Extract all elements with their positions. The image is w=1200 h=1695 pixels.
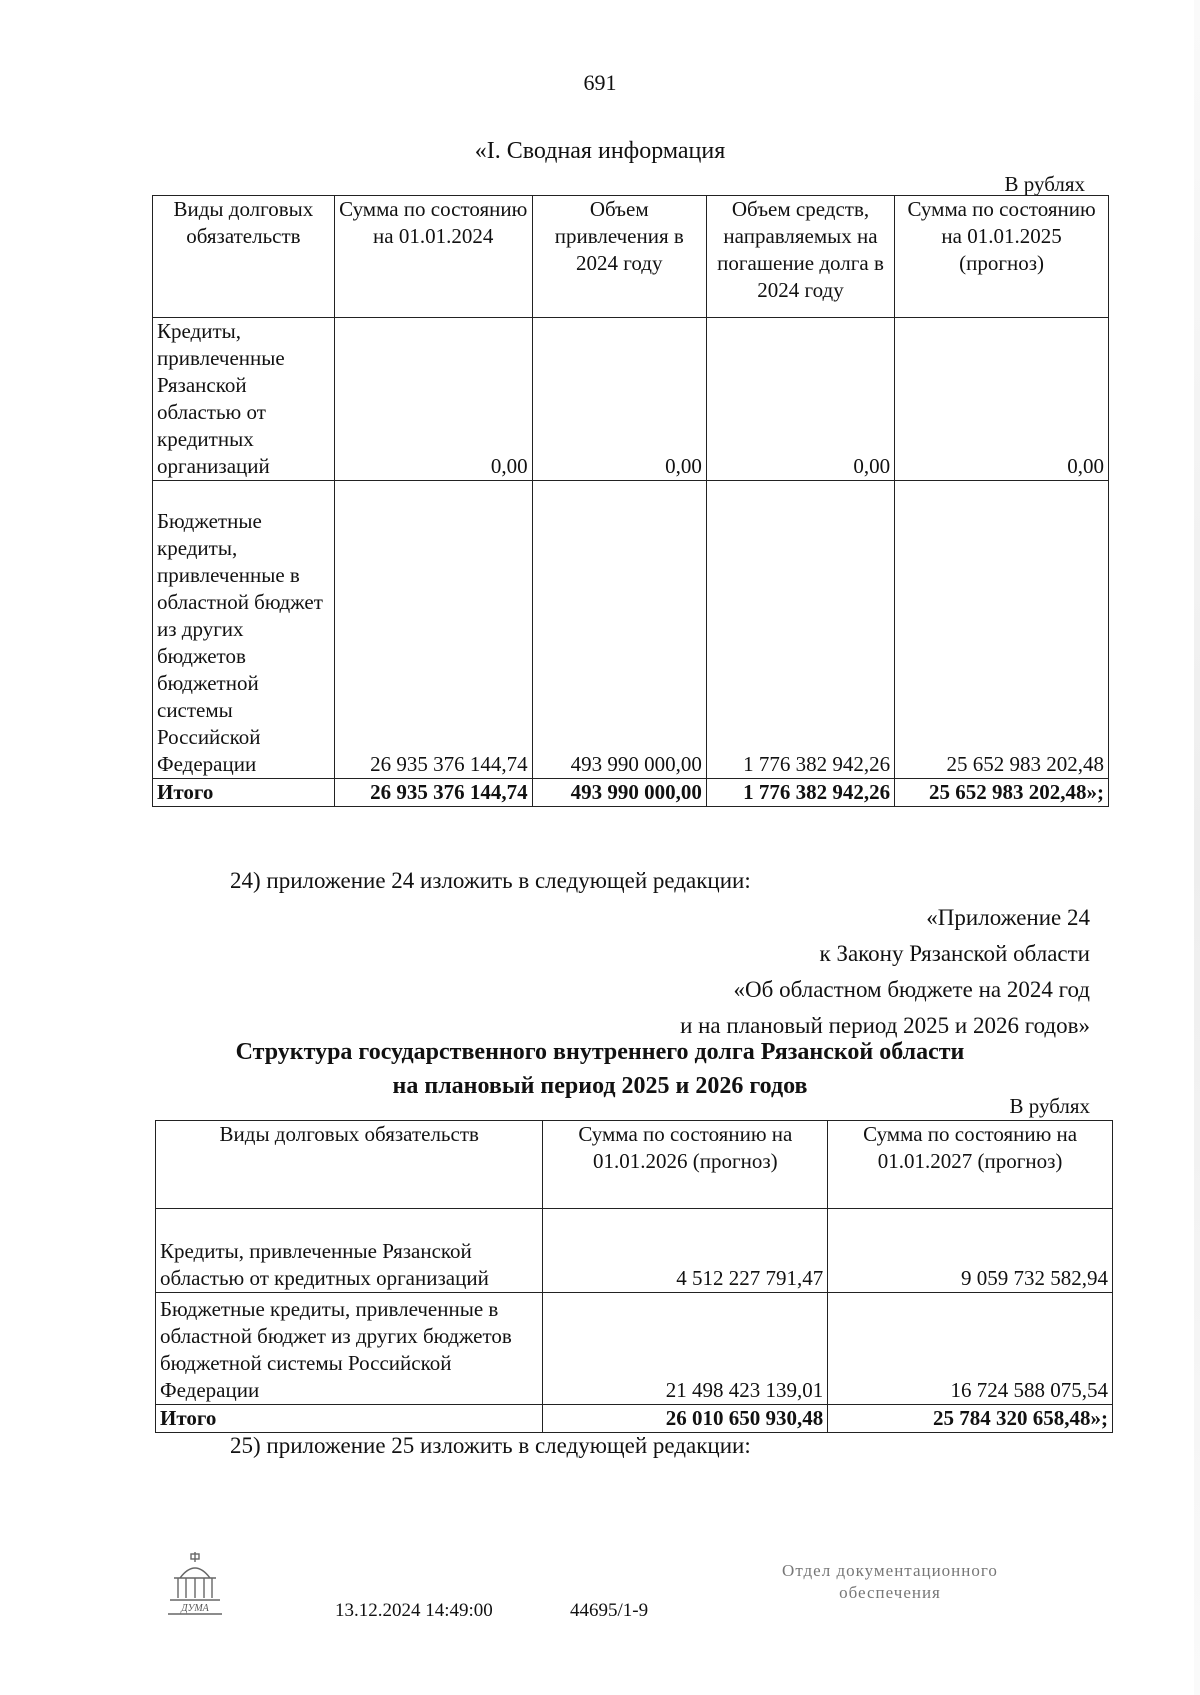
column-header: Сумма по состоянию на 01.01.2024 xyxy=(334,196,532,318)
unit-label: В рублях xyxy=(1009,1094,1090,1118)
paragraph-24: 24) приложение 24 изложить в следующей редакции: xyxy=(230,868,751,893)
table-row xyxy=(156,1293,1113,1405)
table-row xyxy=(153,481,1109,779)
appendix-header-line: к Закону Рязанской области xyxy=(819,941,1090,966)
stamp-line: Отдел документационного xyxy=(782,1561,998,1580)
page-edge xyxy=(1194,0,1200,1695)
table-total-row xyxy=(156,1405,1113,1433)
summary-debt-table xyxy=(152,195,1109,807)
cell-value: 9 059 732 582,94 xyxy=(828,1209,1113,1293)
row-label: Бюджетные кредиты, привлеченные в областной бюджет из других бюджетов бюджетной системы Российской Федерации xyxy=(153,481,335,779)
structure-heading: Структура государственного внутреннего долга Рязанской области xyxy=(235,1039,965,1065)
table-header-row xyxy=(153,196,1109,318)
cell-value: 26 935 376 144,74 xyxy=(334,481,532,779)
stamp-line: обеспечения xyxy=(839,1583,941,1602)
cell-value: 0,00 xyxy=(334,318,532,481)
total-value: 493 990 000,00 xyxy=(532,779,706,807)
total-value: 1 776 382 942,26 xyxy=(706,779,894,807)
appendix-header-line: и на плановый период 2025 и 2026 годов» xyxy=(680,1013,1090,1038)
row-label: Кредиты, привлеченные Рязанской областью от кредитных организаций xyxy=(153,318,335,481)
page-number: 691 xyxy=(583,70,617,95)
cell-value: 1 776 382 942,26 xyxy=(706,481,894,779)
table-row xyxy=(153,318,1109,481)
section-title: «I. Сводная информация xyxy=(474,138,726,164)
duma-building-logo-icon xyxy=(160,1548,230,1618)
column-header: Объем привлечения в 2024 году xyxy=(532,196,706,318)
cell-value: 0,00 xyxy=(532,318,706,481)
department-stamp xyxy=(740,1560,1040,1604)
column-header: Объем средств, направляемых на погашение долга в 2024 году xyxy=(706,196,894,318)
cell-value: 0,00 xyxy=(706,318,894,481)
table-total-row xyxy=(153,779,1109,807)
paragraph-25: 25) приложение 25 изложить в следующей редакции: xyxy=(230,1433,751,1458)
column-header: Виды долговых обязательств xyxy=(153,196,335,318)
row-label: Бюджетные кредиты, привлеченные в областной бюджет из других бюджетов бюджетной системы Российской Федерации xyxy=(156,1293,543,1405)
appendix-header-line: «Об областном бюджете на 2024 год xyxy=(733,977,1090,1002)
cell-value: 4 512 227 791,47 xyxy=(543,1209,828,1293)
total-label: Итого xyxy=(156,1405,543,1433)
footer-doc-number: 44695/1-9 xyxy=(570,1600,649,1621)
table-header-row xyxy=(156,1121,1113,1209)
cell-value: 493 990 000,00 xyxy=(532,481,706,779)
debt-structure-table xyxy=(155,1120,1113,1433)
total-value: 26 935 376 144,74 xyxy=(334,779,532,807)
cell-value: 21 498 423 139,01 xyxy=(543,1293,828,1405)
cell-value: 0,00 xyxy=(895,318,1109,481)
cell-value: 16 724 588 075,54 xyxy=(828,1293,1113,1405)
structure-heading: на плановый период 2025 и 2026 годов xyxy=(392,1073,808,1099)
column-header: Сумма по состоянию на 01.01.2027 (прогноз) xyxy=(828,1121,1113,1209)
total-label: Итого xyxy=(153,779,335,807)
total-value: 25 784 320 658,48»; xyxy=(828,1405,1113,1433)
column-header: Сумма по состоянию на 01.01.2025 (прогноз) xyxy=(895,196,1109,318)
column-header: Сумма по состоянию на 01.01.2026 (прогноз) xyxy=(543,1121,828,1209)
column-header: Виды долговых обязательств xyxy=(156,1121,543,1209)
footer-date: 13.12.2024 14:49:00 xyxy=(335,1600,493,1621)
unit-label: В рублях xyxy=(1004,172,1085,196)
cell-value: 25 652 983 202,48 xyxy=(895,481,1109,779)
total-value: 26 010 650 930,48 xyxy=(543,1405,828,1433)
table-row xyxy=(156,1209,1113,1293)
row-label: Кредиты, привлеченные Рязанской областью от кредитных организаций xyxy=(156,1209,543,1293)
total-value: 25 652 983 202,48»; xyxy=(895,779,1109,807)
svg-text:ДУМА: ДУМА xyxy=(181,1603,209,1614)
appendix-header-line: «Приложение 24 xyxy=(926,905,1090,930)
